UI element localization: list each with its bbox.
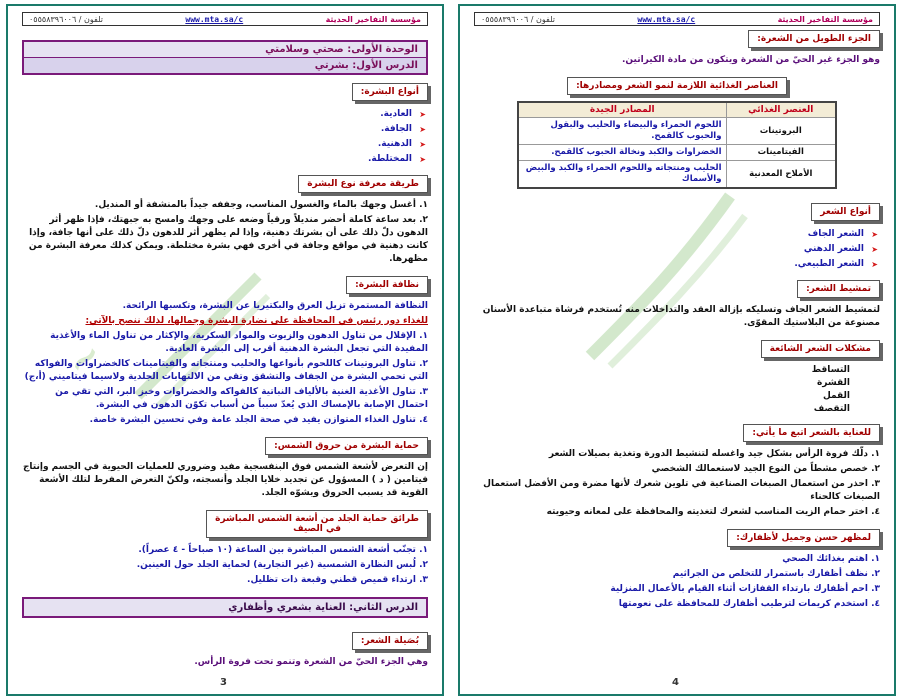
list-item: القمل bbox=[822, 391, 850, 401]
table-header: العنصر الغذائي bbox=[726, 102, 836, 118]
paragraph: للغذاء دور رئيس في المحافظة على نضارة البشرة وجمالها، لذلك ننصح بالآتي: bbox=[85, 316, 428, 326]
sun-methods-heading-line1: طرائق حماية الجلد من أشعة الشمس المباشرة bbox=[215, 514, 419, 524]
paragraph: ٣. ارتداء قميص قطني وقبعة ذات تظليل. bbox=[247, 575, 428, 585]
unit-title: الوحدة الأولى: صحتي وسلامتي bbox=[265, 44, 418, 55]
list-item: التقصف bbox=[813, 404, 850, 414]
paragraph: ٣. تناول الأغذية الغنية بالألياف النباتية كالفواكه والخضراوات وخبز البر، التي تقي من احتمال الإصابة بالإمساك الذي يُعدّ سبباً من أسباب تكوّن الدهون في البشرة. bbox=[55, 387, 428, 410]
list-item: ➤ الشعر الجاف bbox=[474, 227, 864, 242]
list-item: التساقط bbox=[811, 365, 850, 375]
header-site-link[interactable]: www.mta.sa/c bbox=[185, 14, 244, 24]
paragraph: ٢. خصص مشطاً من النوع الجيد لاستعمالك الشخصي bbox=[651, 464, 880, 474]
paragraph: ١. اهتم بغذائك الصحي bbox=[782, 554, 880, 564]
hair-types-list bbox=[474, 227, 880, 272]
list-item: ➤ المختلطة. bbox=[22, 152, 412, 167]
header-org: مؤسسة التفاخير الحديثة bbox=[777, 14, 873, 24]
header-org: مؤسسة التفاخير الحديثة bbox=[325, 14, 421, 24]
table-cell: الفيتامينات bbox=[726, 145, 836, 161]
paragraph: ١. دلّك فروة الرأس بشكل جيد واغسله لتنشيط الدورة وتغذية بصيلات الشعر bbox=[548, 449, 880, 459]
paragraph: ٢. لُبس النظارة الشمسية (غير التجارية) لحماية الجلد حول العينين. bbox=[136, 560, 428, 570]
paragraph: ٣. احم أظفارك بارتداء القفازات أثناء القيام بالأعمال المنزلية bbox=[610, 584, 880, 594]
document-page-4 bbox=[458, 4, 896, 696]
paragraph: ٤. اختر حمام الزيت المناسب لشعرك لتغذيته والمحافظة على لمعانه وحيويته bbox=[546, 507, 880, 517]
document-page-3 bbox=[6, 4, 444, 696]
skin-method-heading: طريقة معرفة نوع البشرة bbox=[298, 175, 428, 193]
lesson-title: الدرس الأول: بشرتي bbox=[24, 57, 426, 73]
table-header: المصادر الجيدة bbox=[518, 102, 726, 118]
paragraph: ٣. احذر من استعمال الصبغات الصناعية في تلوين شعرك لأنها مضرة ومن الأفضل استعمال الصبغات كالحناء bbox=[483, 479, 880, 502]
header-site-link[interactable]: www.mta.sa/c bbox=[637, 14, 696, 24]
nails-heading: لمظهر حسن وجميل لأظفارك: bbox=[727, 529, 880, 547]
skin-types-heading: أنواع البشرة: bbox=[352, 83, 428, 101]
sun-protect-heading: حماية البشرة من حروق الشمس: bbox=[265, 437, 428, 455]
sun-methods-heading bbox=[206, 510, 428, 538]
header-phone: تلفون / ٠٥٥٥٨٣٩٦٠٠٦ bbox=[29, 14, 103, 24]
hair-shaft-heading: الجزء الطويل من الشعرة: bbox=[748, 30, 880, 48]
nutrition-table bbox=[517, 101, 837, 189]
table-cell: اللحوم الحمراء والبيضاء والحليب والبقول والحبوب كالقمح. bbox=[518, 118, 726, 145]
list-item: ➤ الشعر الدهني bbox=[474, 242, 864, 257]
nutrition-heading: العناصر الغذائية اللازمة لنمو الشعر ومصادرها: bbox=[567, 77, 787, 95]
skin-clean-heading: نظافة البشرة: bbox=[346, 276, 428, 294]
unit-title-box bbox=[22, 40, 428, 75]
list-item: ➤ العادية. bbox=[22, 107, 412, 122]
hair-root-heading: بُصَيلة الشعر: bbox=[352, 632, 428, 650]
paragraph: لتمشيط الشعر الجاف وتسليكه بإزالة العقد والتداخلات منه تُستخدم فرشاة متباعدة الأسنان مصنوعة من البلاستيك المقوّى. bbox=[482, 305, 880, 328]
paragraph: ٢. بعد ساعة كاملة أحضر منديلاً ورقياً وضعه على وجهك وامسح به جبهتك، فإذا ظهر أثر الدهون دلّ ذلك على أن بشرتك دهنية، وإذا لم يظهر أثر للدهون دلّ ذلك على أنها جافة، وإذا كانت دهنية في مواقع وجافة في أخرى فهي بشرة مختلطة. ويمكن كذلك معرفة البشرة من مظهرها. bbox=[28, 215, 428, 264]
paragraph: إن التعرض لأشعة الشمس فوق البنفسجية مفيد وضروري للعمليات الحيوية في الجسم وإنتاج فيتامين ( د ) المسؤول عن تجديد خلايا الجلد وأنسجته، ولكنّ التعرض المفرط لتلك الأشعة القوية قد يسبب الحروق ويشوّه الجلد. bbox=[22, 462, 428, 498]
paragraph: النظافة المستمرة تزيل العرق والبكتيريا عن البشرة، وتكسبها الرائحة. bbox=[122, 301, 428, 311]
skin-types-list bbox=[22, 107, 428, 167]
paragraph: ٤. استخدم كريمات لترطيب أظفارك للمحافظة على نعومتها bbox=[618, 599, 880, 609]
table-cell: البروتينات bbox=[726, 118, 836, 145]
paragraph: ١. الإقلال من تناول الدهون والزيوت والمواد السكرية، والإكثار من تناول الماء والأغذية المفيدة التي تجعل البشرة الدهنية أقرب إلى البشرة العادية. bbox=[50, 331, 428, 354]
hair-types-heading: أنواع الشعر bbox=[811, 203, 880, 221]
paragraph: ١. تجنّب أشعة الشمس المباشرة بين الساعة (١٠ صباحاً - ٤ عصراً). bbox=[138, 545, 428, 555]
lesson2-title: الدرس الثاني: العناية بشعري وأظفاري bbox=[22, 597, 428, 618]
care-heading: للعناية بالشعر اتبع ما يأتي: bbox=[743, 424, 880, 442]
watermark: ~ bbox=[57, 330, 113, 388]
paragraph: ٢. نظف أظفارك باستمرار للتخلص من الجراثيم bbox=[672, 569, 880, 579]
table-row bbox=[518, 118, 836, 145]
problems-heading: مشكلات الشعر الشائعة bbox=[761, 340, 880, 358]
table-row bbox=[518, 161, 836, 189]
problems-list bbox=[474, 364, 880, 416]
sun-methods-heading-line2: في الصيف bbox=[293, 524, 341, 534]
paragraph: ٤. تناول الغذاء المتوازن يفيد في صحة الجلد عامة وفي تحسين البشرة خاصة. bbox=[89, 415, 428, 425]
table-cell: الخضراوات والكبد ونخالة الحبوب كالقمح. bbox=[518, 145, 726, 161]
list-item: القشرة bbox=[816, 378, 850, 388]
paragraph: وهو الجزء غير الحيّ من الشعرة ويتكون من مادة الكيراتين. bbox=[622, 55, 880, 65]
table-cell: الأملاح المعدنية bbox=[726, 161, 836, 189]
paragraph: ٢. تناول البروتينات كاللحوم بأنواعها والحليب ومنتجاته والفيتامينات كالخضراوات والفواكه التي تحمي البشرة من الجفاف والتشقق وتقي من الالتهابات الجلدية ولاسيما فيتاميني (أ،ج) bbox=[24, 359, 428, 382]
page-number: 3 bbox=[220, 677, 227, 688]
table-cell: الحليب ومنتجاته واللحوم الحمراء والكبد والبيض والأسماك bbox=[518, 161, 726, 189]
list-item: ➤ الشعر الطبيعي. bbox=[474, 257, 864, 272]
page-header bbox=[22, 12, 428, 26]
list-item: ➤ الدهنية. bbox=[22, 137, 412, 152]
paragraph: وهي الجزء الحيّ من الشعرة وتنمو تحت فروة الرأس. bbox=[194, 657, 428, 667]
header-phone: تلفون / ٠٥٥٥٨٣٩٦٠٠٦ bbox=[481, 14, 555, 24]
page-header bbox=[474, 12, 880, 26]
combing-heading: تمشيط الشعر: bbox=[797, 280, 880, 298]
page-number: 4 bbox=[672, 677, 679, 688]
table-row bbox=[518, 145, 836, 161]
list-item: ➤ الجافة. bbox=[22, 122, 412, 137]
paragraph: ١. أغسل وجهك بالماء والغسول المناسب، وجففه جيداً بالمنشفة أو المنديل. bbox=[94, 200, 428, 210]
